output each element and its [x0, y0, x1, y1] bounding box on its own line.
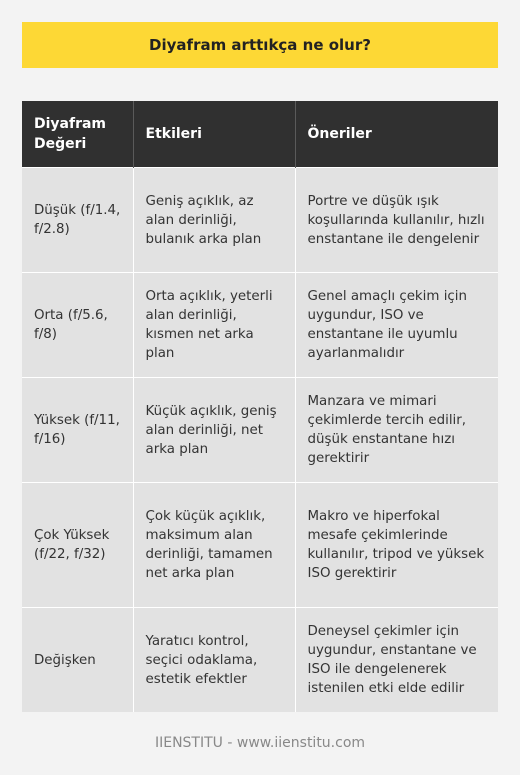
footer-credit: IIENSTITU - www.iienstitu.com — [154, 735, 366, 751]
header-effects: Etkileri — [133, 101, 295, 168]
cell-recommendations: Genel amaçlı çekim için uygundur, ISO ve enstantane ile uyumlu ayarlanmalıdır — [295, 273, 498, 378]
cell-recommendations: Manzara ve mimari çekimlerde tercih edilir, düşük enstantane hızı gerektirir — [295, 378, 498, 483]
table-row — [22, 168, 498, 273]
aperture-table — [22, 101, 498, 712]
cell-recommendations: Deneysel çekimler için uygundur, enstantane ve ISO ile dengelenerek istenilen etki elde edilir — [295, 608, 498, 713]
title-banner — [22, 22, 498, 68]
table-row — [22, 483, 498, 608]
header-aperture-value: Diyafram Değeri — [22, 101, 133, 168]
cell-effects: Çok küçük açıklık, maksimum alan derinliği, tamamen net arka plan — [133, 483, 295, 608]
cell-aperture-value: Değişken — [22, 608, 133, 713]
cell-aperture-value: Orta (f/5.6, f/8) — [22, 273, 133, 378]
cell-effects: Geniş açıklık, az alan derinliği, bulanık arka plan — [133, 168, 295, 273]
table-row — [22, 273, 498, 378]
cell-recommendations: Makro ve hiperfokal mesafe çekimlerinde kullanılır, tripod ve yüksek ISO gerektirir — [295, 483, 498, 608]
table-row — [22, 378, 498, 483]
table-header-row — [22, 101, 498, 168]
page-title: Diyafram arttıkça ne olur? — [149, 36, 371, 54]
cell-aperture-value: Çok Yüksek (f/22, f/32) — [22, 483, 133, 608]
cell-effects: Yaratıcı kontrol, seçici odaklama, estetik efektler — [133, 608, 295, 713]
table-row — [22, 608, 498, 713]
cell-effects: Küçük açıklık, geniş alan derinliği, net arka plan — [133, 378, 295, 483]
cell-aperture-value: Yüksek (f/11, f/16) — [22, 378, 133, 483]
cell-recommendations: Portre ve düşük ışık koşullarında kullanılır, hızlı enstantane ile dengelenir — [295, 168, 498, 273]
cell-effects: Orta açıklık, yeterli alan derinliği, kısmen net arka plan — [133, 273, 295, 378]
header-recommendations: Öneriler — [295, 101, 498, 168]
cell-aperture-value: Düşük (f/1.4, f/2.8) — [22, 168, 133, 273]
